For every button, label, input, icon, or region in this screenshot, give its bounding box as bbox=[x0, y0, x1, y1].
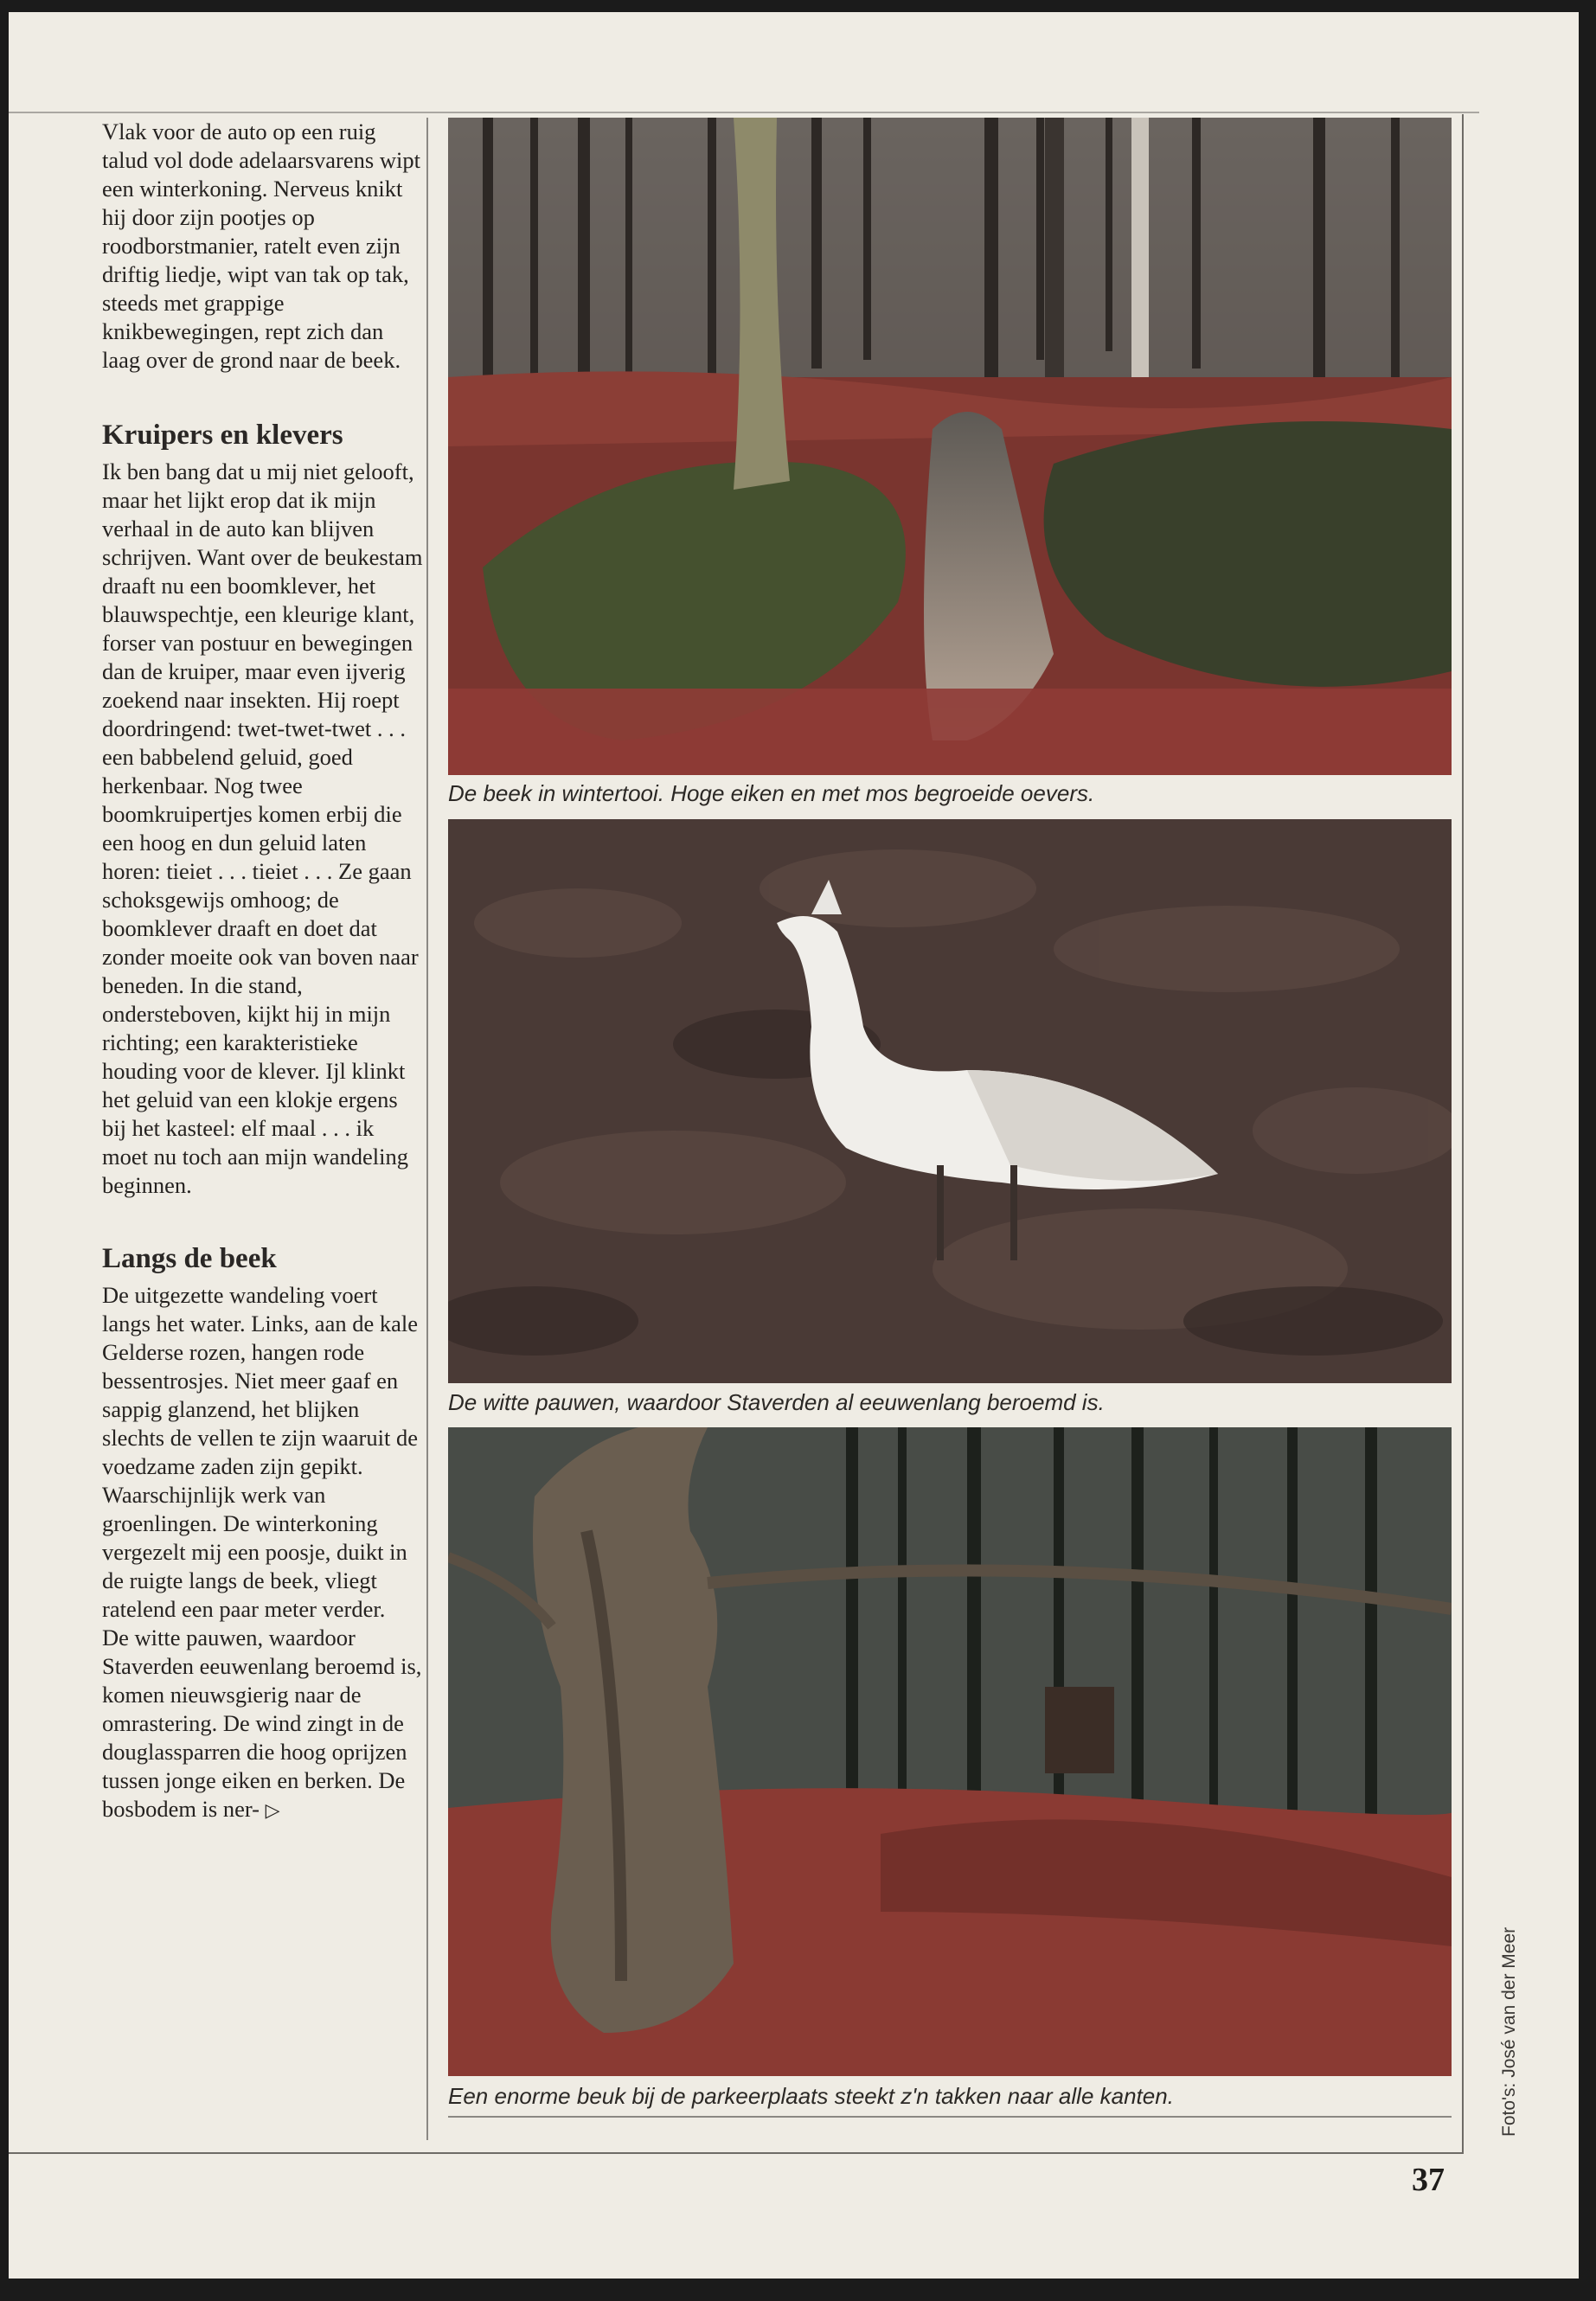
section-heading-beek: Langs de beek bbox=[102, 1243, 277, 1274]
continue-arrow-icon: ▷ bbox=[265, 1799, 280, 1821]
caption-forest-stream: De beek in wintertooi. Hoge eiken en met mos begroeide oevers. bbox=[448, 780, 1095, 806]
photo-credit: Foto's: José van der Meer bbox=[1499, 1926, 1519, 2137]
bottom-rule bbox=[9, 2152, 1462, 2154]
section-kruipers-body: Ik ben bang dat u mij niet gelooft, maar het lijkt erop dat ik mijn verhaal in de auto kan blijven schrijven. Want over de beukestam draaft nu een boomklever, het blauwspechtje, een kleurige klant, forser van postuur en bewegingen dan de kruiper, maar even ijverig zoekend naar insekten. Hij roept doordringend: twet-twet-twet . . . een babbelend geluid, goed herkenbaar. Nog twee boomkruipertjes komen erbij die een hoog en dun geluid laten horen: tieiet . . . tieiet . . . Ze gaan schoksgewijs omhoog; de boomklever draaft en doet dat zonder moeite ook van boven naar beneden. In die stand, ondersteboven, kijkt hij in mijn richting; een karakteristieke houding voor de klever. Ijl klinkt het geluid van een klokje ergens bij het kasteel: elf maal . . . ik moet nu toch aan mijn wandeling beginnen. bbox=[102, 458, 423, 1198]
section-beek-body-2-text: De witte pauwen, waardoor Staverden eeuwenlang beroemd is, komen nieuwsgierig naar de omrastering. De wind zingt in de douglassparren die hoog oprijzen tussen jonge eiken en berken. De bosbodem is ner- bbox=[102, 1625, 422, 1822]
column-divider bbox=[426, 118, 428, 2140]
page-number: 37 bbox=[1412, 2162, 1445, 2198]
photo-forest-stream bbox=[448, 118, 1452, 775]
caption-rule bbox=[448, 2116, 1452, 2118]
section-heading-kruipers: Kruipers en klevers bbox=[102, 420, 343, 451]
right-rule bbox=[1462, 114, 1464, 2154]
caption-white-peacock: De witte pauwen, waardoor Staverden al eeuwenlang beroemd is. bbox=[448, 1389, 1105, 1415]
intro-paragraph: Vlak voor de auto op een ruig talud vol dode adelaarsvarens wipt een winterkoning. Nerveus knikt hij door zijn pootjes op roodborstmanier, ratelt even zijn driftig liedje, wipt van tak op tak, steeds met grappige knikbewegingen, rept zich dan laag over de grond naar de beek. bbox=[102, 119, 420, 373]
photo-large-beech bbox=[448, 1427, 1452, 2076]
photo-white-peacock bbox=[448, 819, 1452, 1383]
section-beek-body-2 bbox=[102, 1624, 424, 1824]
top-rule bbox=[9, 112, 1479, 113]
section-beek-body-1: De uitgezette wandeling voert langs het water. Links, aan de kale Gelderse rozen, hangen rode bessentrosjes. Niet meer gaaf en sappig glanzend, het blijken slechts de vellen te zijn waaruit de voedzame zaden zijn gepikt. Waarschijnlijk werk van groenlingen. De winterkoning vergezelt mij een poosje, duikt in de ruigte langs de beek, vliegt ratelend een paar meter verder. bbox=[102, 1282, 418, 1622]
caption-large-beech: Een enorme beuk bij de parkeerplaats steekt z'n takken naar alle kanten. bbox=[448, 2083, 1174, 2109]
article-text-column bbox=[102, 118, 424, 1824]
